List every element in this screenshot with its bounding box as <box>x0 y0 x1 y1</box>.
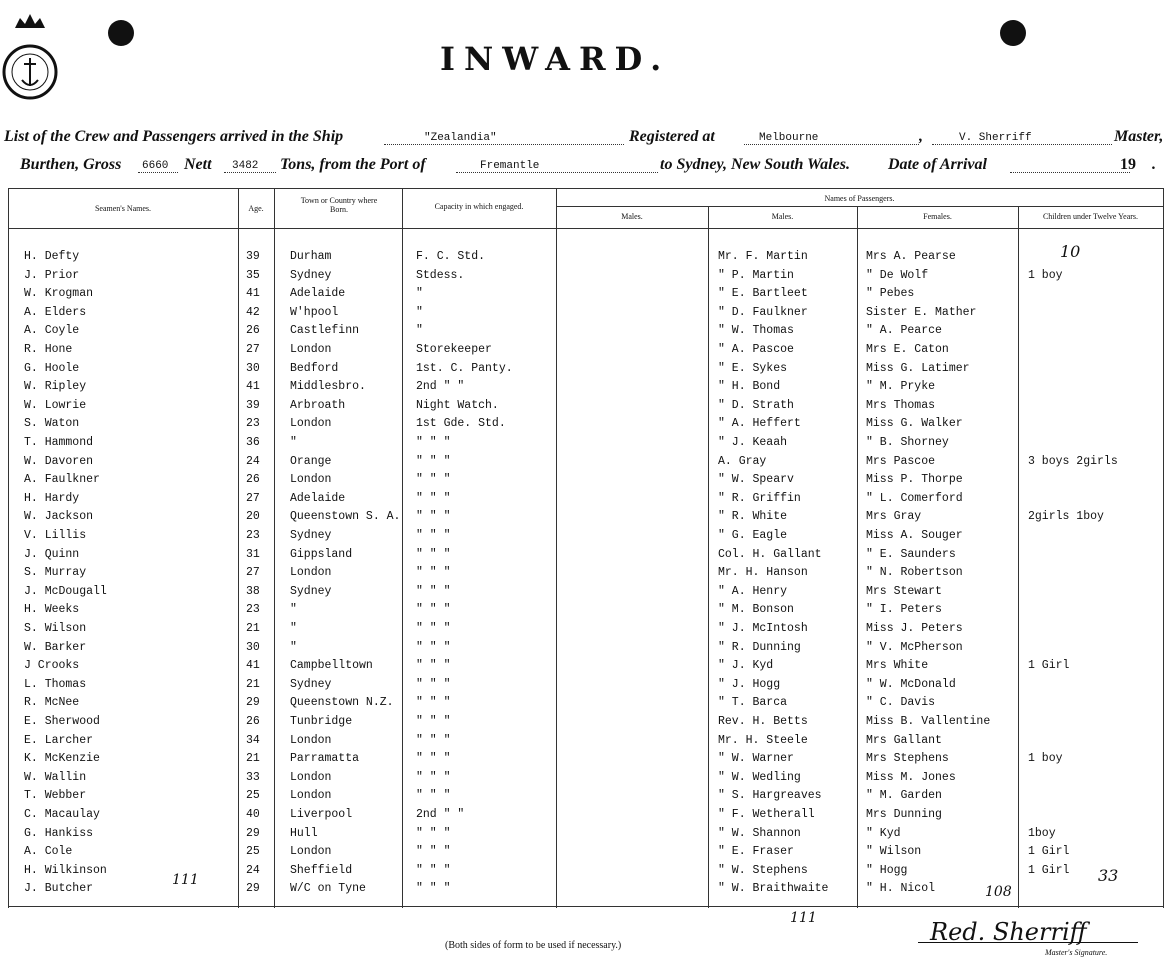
age: 25 <box>246 789 260 803</box>
seaman-name: W. Barker <box>24 640 87 654</box>
col-header-capacity: Capacity in which engaged. <box>434 202 524 211</box>
age: 29 <box>246 826 260 840</box>
year-field: 19 <box>1120 156 1136 173</box>
seaman-name: C. Macaulay <box>24 808 100 821</box>
table-row <box>0 546 1175 564</box>
birthplace: " <box>290 640 297 654</box>
seaman-name: T. Webber <box>24 789 87 803</box>
line2-label-b: Nett <box>184 156 212 173</box>
male-passenger: " W. Thomas <box>718 324 794 338</box>
male-passenger: " D. Faulkner <box>718 305 808 319</box>
capacity: " " " <box>416 584 451 598</box>
seaman-name: J. Prior <box>24 268 80 282</box>
birthplace: London <box>290 417 332 431</box>
table-row <box>0 825 1175 843</box>
capacity: F. C. Std. <box>416 250 486 263</box>
male-passenger: " R. Griffin <box>718 491 801 505</box>
age: 25 <box>246 845 260 859</box>
capacity: " " " <box>416 603 451 617</box>
capacity: " " " <box>416 770 451 784</box>
capacity: " " " <box>416 510 451 524</box>
male-passenger: " J. McIntosh <box>718 622 808 635</box>
female-passenger: " De Wolf <box>866 268 929 282</box>
male-passenger: " A. Pascoe <box>718 343 794 356</box>
line2-dot: . <box>1152 156 1156 173</box>
male-passenger: " E. Sykes <box>718 361 788 375</box>
table-row <box>0 304 1175 322</box>
table-row <box>0 564 1175 582</box>
male-passenger: " R. Dunning <box>718 640 801 654</box>
female-passenger: Mrs A. Pearse <box>866 250 956 263</box>
line2-label-a: Burthen, Gross <box>20 156 122 173</box>
male-passenger: " H. Bond <box>718 380 781 394</box>
male-passenger: " P. Martin <box>718 268 794 282</box>
age: 39 <box>246 398 260 412</box>
table-row <box>0 508 1175 526</box>
male-passenger: " J. Kyd <box>718 659 774 673</box>
table-row <box>0 490 1175 508</box>
male-passenger: " R. White <box>718 510 788 524</box>
age: 23 <box>246 529 260 542</box>
table-row <box>0 434 1175 452</box>
male-passenger: Rev. H. Betts <box>718 715 808 728</box>
seaman-name: S. Murray <box>24 566 87 580</box>
capacity: " " " <box>416 640 451 654</box>
birthplace: " <box>290 436 297 449</box>
female-passenger: Miss A. Souger <box>866 529 963 542</box>
capacity: " " " <box>416 752 451 766</box>
table-row <box>0 322 1175 340</box>
capacity: " " " <box>416 529 451 542</box>
line1-label-c: Master, <box>1114 128 1164 145</box>
capacity: " " " <box>416 454 451 468</box>
capacity: " " " <box>416 473 451 487</box>
male-passenger: " A. Henry <box>718 584 788 598</box>
birthplace: London <box>290 343 332 356</box>
table-row <box>0 583 1175 601</box>
age: 35 <box>246 268 260 282</box>
col-header-passengers: Names of Passengers. <box>824 194 895 203</box>
birthplace: Parramatta <box>290 752 360 766</box>
age: 26 <box>246 715 260 728</box>
seaman-name: S. Waton <box>24 417 80 431</box>
header-line-1: List of the Crew and Passengers arrived in the Ship "Zealandia" Registered at Melbourne , V. Sherriff Master, <box>4 128 1164 145</box>
female-passenger: Mrs White <box>866 659 929 673</box>
female-passenger: " W. McDonald <box>866 677 956 691</box>
male-passenger: " J. Hogg <box>718 677 781 691</box>
female-passenger: " Wilson <box>866 845 922 859</box>
age: 29 <box>246 696 260 710</box>
birthplace: Arbroath <box>290 398 346 412</box>
seaman-name: W. Davoren <box>24 454 94 468</box>
female-passenger: Mrs Gray <box>866 510 922 524</box>
capacity: Stdess. <box>416 268 465 282</box>
capacity: " " " <box>416 882 451 896</box>
female-passenger: Mrs Gallant <box>866 733 942 747</box>
capacity: " " " <box>416 622 451 635</box>
line1-label-b: Registered at <box>629 128 715 145</box>
capacity: " " " <box>416 715 451 728</box>
capacity: " " " <box>416 436 451 449</box>
male-passenger: " W. Shannon <box>718 826 801 840</box>
age: 23 <box>246 603 260 617</box>
male-passenger: " F. Wetherall <box>718 808 815 821</box>
table-row <box>0 750 1175 768</box>
birthplace: Sydney <box>290 677 332 691</box>
seaman-name: W. Wallin <box>24 770 87 784</box>
seaman-name: E. Sherwood <box>24 715 100 728</box>
col-header-females: Females. <box>923 212 952 221</box>
age: 27 <box>246 491 260 505</box>
age: 26 <box>246 324 260 338</box>
male-passenger: " A. Heffert <box>718 417 801 431</box>
table-row <box>0 248 1175 266</box>
seaman-name: V. Lillis <box>24 529 87 542</box>
age: 39 <box>246 250 260 263</box>
capacity: 1st Gde. Std. <box>416 417 506 431</box>
male-passenger: " E. Fraser <box>718 845 794 859</box>
female-passenger: " M. Garden <box>866 789 942 803</box>
seaman-name: E. Larcher <box>24 733 94 747</box>
birthplace: W'hpool <box>290 305 339 319</box>
seaman-name: R. McNee <box>24 696 80 710</box>
table-row <box>0 657 1175 675</box>
seaman-name: H. Hardy <box>24 491 80 505</box>
capacity: 2nd " " <box>416 808 465 821</box>
header-line-2 <box>20 156 1170 178</box>
line2-label-c: Tons, from the Port of <box>280 156 426 173</box>
age: 34 <box>246 733 260 747</box>
table-row <box>0 787 1175 805</box>
table-row <box>0 378 1175 396</box>
seaman-name: K. McKenzie <box>24 752 100 766</box>
capacity: " <box>416 287 423 301</box>
birthplace: London <box>290 789 332 803</box>
male-passenger: " W. Spearv <box>718 473 794 487</box>
tally-mark-a: 111 <box>172 872 199 888</box>
table-row <box>0 527 1175 545</box>
capacity: " " " <box>416 845 451 859</box>
seaman-name: S. Wilson <box>24 622 87 635</box>
table-row <box>0 471 1175 489</box>
birthplace: Adelaide <box>290 491 346 505</box>
seaman-name: A. Elders <box>24 305 87 319</box>
punch-hole-left <box>108 20 134 46</box>
birthplace: Durham <box>290 250 332 263</box>
table-row <box>0 732 1175 750</box>
female-passenger: Mrs Dunning <box>866 808 942 821</box>
male-passenger: Mr. H. Steele <box>718 733 808 747</box>
age: 36 <box>246 436 260 449</box>
punch-hole-right <box>1000 20 1026 46</box>
seaman-name: H. Weeks <box>24 603 80 617</box>
age: 41 <box>246 659 260 673</box>
tally-mark-b: 108 <box>985 884 1012 900</box>
table-row <box>0 360 1175 378</box>
age: 21 <box>246 677 260 691</box>
female-passenger: " Pebes <box>866 287 915 301</box>
birthplace: Hull <box>290 826 318 840</box>
birthplace: " <box>290 622 297 635</box>
seaman-name: R. Hone <box>24 343 73 356</box>
seaman-name: H. Wilkinson <box>24 863 107 877</box>
female-passenger: Miss P. Thorpe <box>866 473 963 487</box>
female-passenger: " Kyd <box>866 826 901 840</box>
table-row <box>0 341 1175 359</box>
male-passenger: Mr. H. Hanson <box>718 566 808 580</box>
birthplace: W/C on Tyne <box>290 882 366 896</box>
female-passenger: " M. Pryke <box>866 380 936 394</box>
female-passenger: " H. Nicol <box>866 882 936 896</box>
col-header-age: Age. <box>248 204 264 213</box>
seaman-name: W. Krogman <box>24 287 94 301</box>
seaman-name: G. Hoole <box>24 361 80 375</box>
female-passenger: Mrs Thomas <box>866 398 936 412</box>
children: 1 Girl <box>1028 863 1070 877</box>
seaman-name: W. Lowrie <box>24 398 87 412</box>
col-header-males-2: Males. <box>771 212 794 221</box>
master-signature: Red. Sherriff <box>930 918 1087 946</box>
seaman-name: J. McDougall <box>24 584 107 598</box>
female-passenger: Miss G. Latimer <box>866 361 970 375</box>
seal-stamp-icon <box>0 10 60 110</box>
female-passenger: Miss G. Walker <box>866 417 963 431</box>
male-passenger: " M. Bonson <box>718 603 794 617</box>
age: 42 <box>246 305 260 319</box>
seaman-name: H. Defty <box>24 250 80 263</box>
female-passenger: Sister E. Mather <box>866 305 977 319</box>
male-passenger: A. Gray <box>718 454 767 468</box>
capacity: " " " <box>416 789 451 803</box>
capacity: " " " <box>416 491 451 505</box>
ship-name-field: "Zealandia" <box>424 132 497 144</box>
age: 26 <box>246 473 260 487</box>
table-row <box>0 267 1175 285</box>
capacity: " <box>416 305 423 319</box>
birthplace: London <box>290 473 332 487</box>
capacity: " " " <box>416 547 451 561</box>
line2-label-e: Date of Arrival <box>888 156 987 173</box>
nett-field: 3482 <box>232 160 259 172</box>
capacity: Storekeeper <box>416 343 492 356</box>
birthplace: Sydney <box>290 529 332 542</box>
male-passenger: " S. Hargreaves <box>718 789 822 803</box>
table-row <box>0 843 1175 861</box>
age: 21 <box>246 622 260 635</box>
seaman-name: A. Faulkner <box>24 473 100 487</box>
male-passenger: " D. Strath <box>718 398 794 412</box>
children: 1 Girl <box>1028 659 1070 673</box>
capacity: Night Watch. <box>416 398 499 412</box>
seaman-name: J. Quinn <box>24 547 80 561</box>
male-passenger: " T. Barca <box>718 696 788 710</box>
capacity: " " " <box>416 696 451 710</box>
age: 23 <box>246 417 260 431</box>
seaman-name: W. Jackson <box>24 510 94 524</box>
female-passenger: " I. Peters <box>866 603 942 617</box>
birthplace: Campbelltown <box>290 659 373 673</box>
age: 40 <box>246 808 260 821</box>
seaman-name: L. Thomas <box>24 677 87 691</box>
birthplace: London <box>290 770 332 784</box>
table-row <box>0 639 1175 657</box>
seaman-name: W. Ripley <box>24 380 87 394</box>
tally-mark-e: 10 <box>1060 242 1081 261</box>
seaman-name: T. Hammond <box>24 436 94 449</box>
female-passenger: Mrs E. Caton <box>866 343 949 356</box>
capacity: " " " <box>416 677 451 691</box>
col-header-males-1: Males. <box>621 212 643 221</box>
capacity: " " " <box>416 659 451 673</box>
male-passenger: " W. Warner <box>718 752 794 766</box>
age: 29 <box>246 882 260 896</box>
children: 1 boy <box>1028 268 1063 282</box>
female-passenger: Miss B. Vallentine <box>866 715 991 728</box>
capacity: " " " <box>416 826 451 840</box>
table-top-rule <box>8 188 1163 189</box>
birthplace: " <box>290 603 297 617</box>
col-header-children: Children under Twelve Years. <box>1042 212 1139 221</box>
birthplace: Middlesbro. <box>290 380 366 394</box>
birthplace: Adelaide <box>290 287 346 301</box>
age: 30 <box>246 640 260 654</box>
children: 1boy <box>1028 826 1056 840</box>
table-header-rule <box>8 228 1163 229</box>
female-passenger: Miss J. Peters <box>866 622 963 635</box>
birthplace: London <box>290 566 332 580</box>
children: 1 boy <box>1028 752 1063 766</box>
table-row <box>0 620 1175 638</box>
female-passenger: " Hogg <box>866 863 908 877</box>
capacity: 1st. C. Panty. <box>416 361 513 375</box>
male-passenger: " W. Wedling <box>718 770 801 784</box>
age: 33 <box>246 770 260 784</box>
birthplace: Sydney <box>290 584 332 598</box>
age: 21 <box>246 752 260 766</box>
col-header-seamen: Seamen's Names. <box>94 204 152 213</box>
capacity: " " " <box>416 733 451 747</box>
seaman-name: J Crooks <box>24 659 80 673</box>
birthplace: Sheffield <box>290 863 353 877</box>
female-passenger: " L. Comerford <box>866 491 963 505</box>
seaman-name: A. Cole <box>24 845 73 859</box>
age: 41 <box>246 287 260 301</box>
seaman-name: G. Hankiss <box>24 826 94 840</box>
gross-field: 6660 <box>142 160 169 172</box>
table-row <box>0 397 1175 415</box>
children: 3 boys 2girls <box>1028 454 1118 468</box>
table-row <box>0 453 1175 471</box>
birthplace: Gippsland <box>290 547 353 561</box>
line1-label-a: List of the Crew and Passengers arrived in the Ship <box>4 128 344 145</box>
birthplace: London <box>290 733 332 747</box>
female-passenger: Miss M. Jones <box>866 770 956 784</box>
female-passenger: Mrs Pascoe <box>866 454 936 468</box>
birthplace: Sydney <box>290 268 332 282</box>
male-passenger: " W. Braithwaite <box>718 882 829 896</box>
table-row <box>0 806 1175 824</box>
female-passenger: " N. Robertson <box>866 566 963 580</box>
port-field: Fremantle <box>480 160 540 172</box>
female-passenger: Mrs Stewart <box>866 584 942 598</box>
table-row <box>0 285 1175 303</box>
female-passenger: " B. Shorney <box>866 436 949 449</box>
female-passenger: " E. Saunders <box>866 547 956 561</box>
footer-note: (Both sides of form to be used if necessary.) <box>445 940 622 951</box>
capacity: 2nd " " <box>416 380 465 394</box>
capacity: " <box>416 324 423 338</box>
tally-mark-d: 33 <box>1098 866 1119 885</box>
capacity: " " " <box>416 863 451 877</box>
age: 20 <box>246 510 260 524</box>
tally-mark-c: 111 <box>790 910 817 926</box>
table-row <box>0 769 1175 787</box>
age: 31 <box>246 547 260 561</box>
table-row <box>0 601 1175 619</box>
birthplace: Tunbridge <box>290 715 353 728</box>
birthplace: London <box>290 845 332 859</box>
master-name-field: V. Sherriff <box>959 132 1032 144</box>
female-passenger: Mrs Stephens <box>866 752 949 766</box>
table-row <box>0 676 1175 694</box>
table-bottom-rule <box>8 906 1163 907</box>
male-passenger: " E. Bartleet <box>718 287 808 301</box>
male-passenger: " J. Keaah <box>718 436 788 449</box>
age: 38 <box>246 584 260 598</box>
table-row <box>0 694 1175 712</box>
age: 27 <box>246 566 260 580</box>
table-row <box>0 415 1175 433</box>
age: 30 <box>246 361 260 375</box>
age: 24 <box>246 454 260 468</box>
age: 41 <box>246 380 260 394</box>
registered-at-field: Melbourne <box>759 132 819 144</box>
seaman-name: J. Butcher <box>24 882 94 896</box>
col-header-town: Town or Country where Born. <box>300 196 378 214</box>
birthplace: Bedford <box>290 361 339 375</box>
female-passenger: " C. Davis <box>866 696 936 710</box>
birthplace: Queenstown S. A. <box>290 510 401 524</box>
seaman-name: A. Coyle <box>24 324 80 338</box>
age: 27 <box>246 343 260 356</box>
male-passenger: " W. Stephens <box>718 863 808 877</box>
birthplace: Liverpool <box>290 808 353 821</box>
children: 2girls 1boy <box>1028 510 1104 524</box>
birthplace: Orange <box>290 454 332 468</box>
birthplace: Queenstown N.Z. <box>290 696 394 710</box>
children: 1 Girl <box>1028 845 1070 859</box>
male-passenger: " G. Eagle <box>718 529 788 542</box>
female-passenger: " V. McPherson <box>866 640 963 654</box>
age: 24 <box>246 863 260 877</box>
line2-label-d: to Sydney, New South Wales. <box>660 156 850 173</box>
male-passenger: Mr. F. Martin <box>718 250 808 263</box>
male-passenger: Col. H. Gallant <box>718 547 822 561</box>
page-title: INWARD. <box>440 40 671 78</box>
female-passenger: " A. Pearce <box>866 324 942 338</box>
signature-label: Master's Signature. <box>1045 948 1108 957</box>
capacity: " " " <box>416 566 451 580</box>
birthplace: Castlefinn <box>290 324 360 338</box>
table-row <box>0 713 1175 731</box>
